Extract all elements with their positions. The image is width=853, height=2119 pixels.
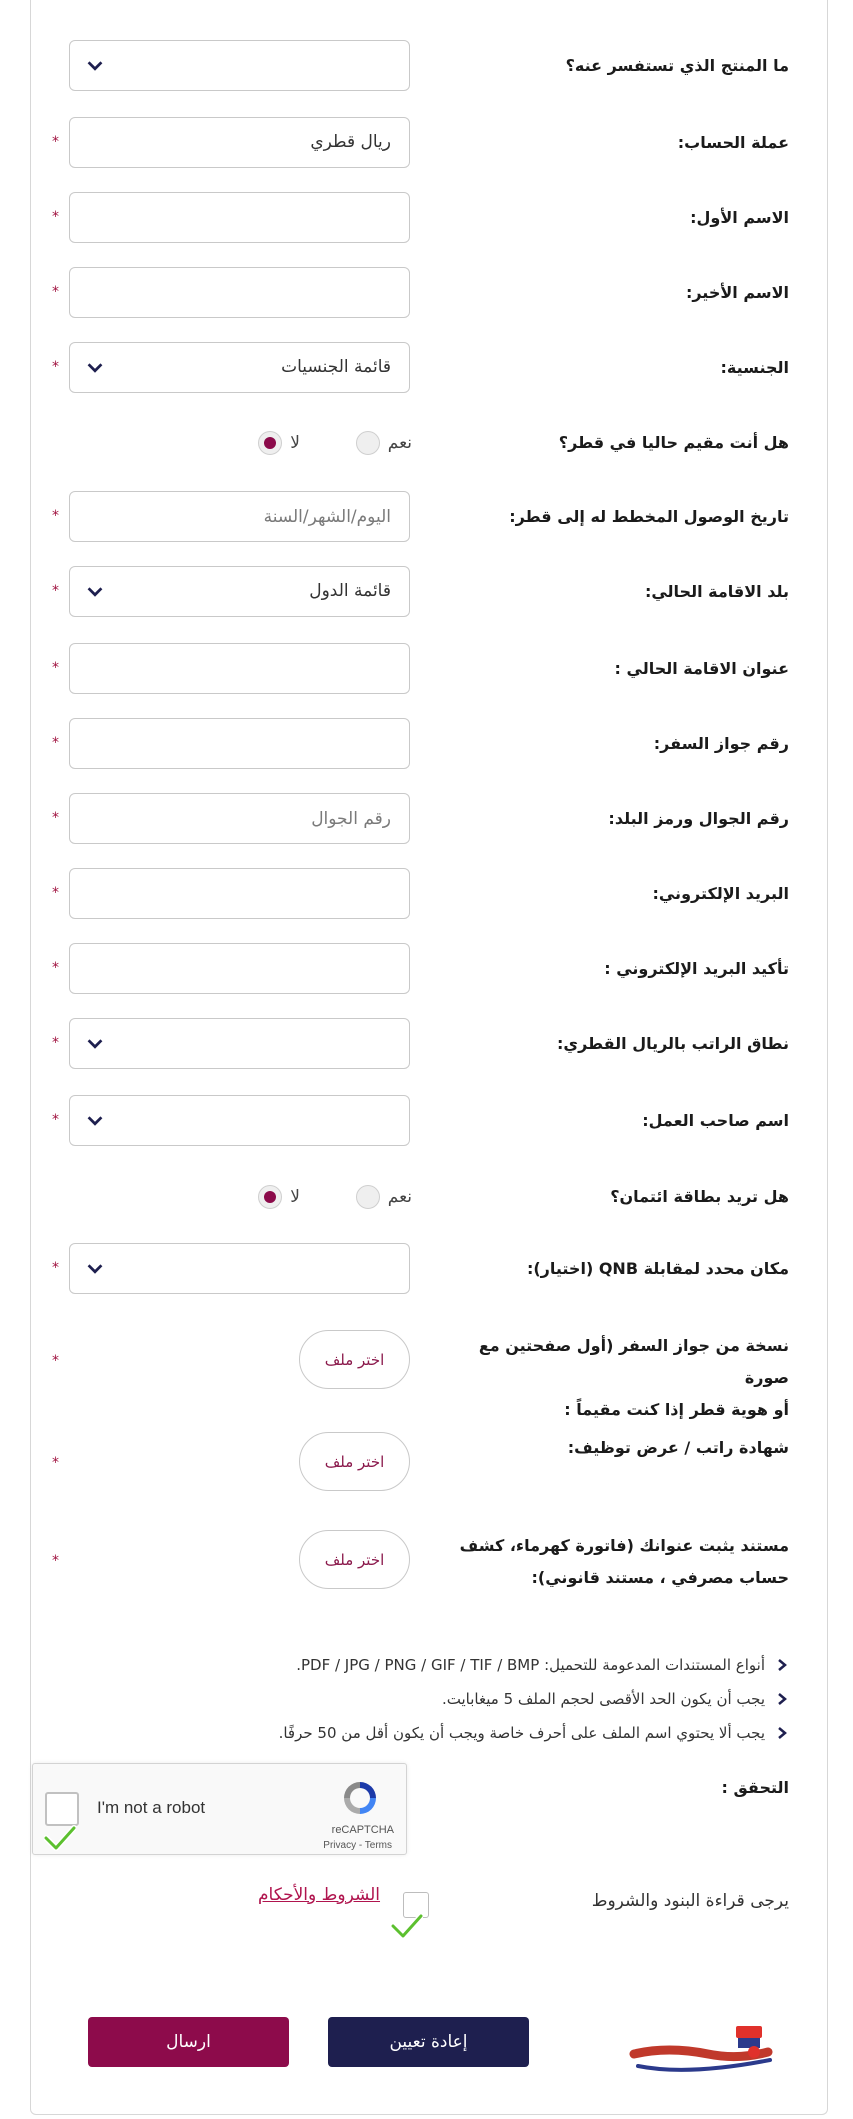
label-country: بلد الاقامة الحالي: [644,582,789,601]
salary-select[interactable] [69,1018,410,1069]
row-salary [0,1018,853,1070]
terms-label: يرجى قراءة البنود والشروط [591,1891,789,1911]
arrival-date-input[interactable] [69,491,410,542]
required-mark: * [52,1035,59,1051]
required-mark: * [52,885,59,901]
nationality-value: قائمة الجنسيات [281,357,391,377]
required-mark: * [52,810,59,826]
label-meeting-place: مكان محدد لمقابلة QNB (اختيار): [526,1259,789,1278]
resident-no-label: لا [290,433,300,453]
recaptcha-brand: reCAPTCHA [331,1824,394,1836]
required-mark: * [52,1553,59,1569]
label-first-name: الاسم الأول: [690,208,789,227]
choose-file-passport-button[interactable]: اختر ملف [299,1330,410,1389]
required-mark: * [52,134,59,150]
choose-file-address-button[interactable]: اختر ملف [299,1530,410,1589]
terms-link[interactable]: الشروط والأحكام [258,1885,381,1905]
label-salary: نطاق الراتب بالريال القطري: [557,1034,789,1053]
row-mobile [0,793,853,845]
chevron-right-icon [775,1726,789,1740]
resident-yes-label: نعم [387,433,412,453]
recaptcha-links[interactable]: Privacy - Terms [323,1840,392,1851]
credit-card-radio-group [232,1181,412,1213]
label-resident: هل أنت مقيم حاليا في قطر؟ [558,433,789,452]
credit-card-no-radio[interactable] [258,1185,300,1209]
required-mark: * [52,284,59,300]
required-mark: * [52,209,59,225]
row-product [0,40,853,92]
note-text: يجب أن يكون الحد الأقصى لحجم الملف 5 ميغابايت. [442,1690,765,1708]
row-nationality [0,342,853,394]
label-line-1: مستند يثبت عنوانك (فاتورة كهرماء، كشف [459,1536,789,1555]
label-address: عنوان الاقامة الحالي : [614,659,789,678]
country-value: قائمة الدول [309,581,391,601]
first-name-input[interactable] [69,192,410,243]
resident-no-radio[interactable] [258,431,300,455]
required-mark: * [52,508,59,524]
nationality-select[interactable] [69,342,410,393]
radio-dot [356,431,380,455]
chevron-down-icon [84,55,106,77]
label-verification: التحقق : [721,1778,789,1797]
recaptcha-widget [32,1763,407,1855]
product-select[interactable] [69,40,410,91]
row-currency [0,117,853,169]
label-upload-salary: شهادة راتب / عرض توظيف: [567,1438,789,1457]
label-currency: عملة الحساب: [677,133,789,152]
row-upload-address [0,1530,853,1594]
upload-notes [189,1648,789,1750]
resident-yes-radio[interactable] [356,431,412,455]
chevron-down-icon [84,581,106,603]
recaptcha-logo-icon [340,1778,380,1818]
label-mobile: رقم الجوال ورمز البلد: [608,809,789,828]
label-email: البريد الإلكتروني: [652,884,789,903]
required-mark: * [52,1353,59,1369]
row-passport [0,718,853,770]
required-mark: * [52,960,59,976]
credit-card-yes-radio[interactable] [356,1185,412,1209]
reset-button[interactable]: إعادة تعيين [328,2017,529,2067]
note-item [189,1682,789,1716]
chevron-down-icon [84,1258,106,1280]
credit-card-no-label: لا [290,1187,300,1207]
row-address [0,643,853,695]
radio-dot [356,1185,380,1209]
required-mark: * [52,735,59,751]
radio-dot-selected [258,431,282,455]
label-employer: اسم صاحب العمل: [642,1111,789,1130]
row-arrival-date [0,491,853,543]
label-passport: رقم جواز السفر: [653,734,789,753]
employer-select[interactable] [69,1095,410,1146]
email-confirm-input[interactable] [69,943,410,994]
currency-field[interactable] [69,117,410,168]
chevron-down-icon [84,1110,106,1132]
credit-card-yes-label: نعم [387,1187,412,1207]
chevron-down-icon [84,357,106,379]
chevron-right-icon [775,1692,789,1706]
label-nationality: الجنسية: [720,358,789,377]
row-meeting-place [0,1243,853,1295]
row-email [0,868,853,920]
choose-file-salary-button[interactable]: اختر ملف [299,1432,410,1491]
radio-dot-selected [258,1185,282,1209]
required-mark: * [52,1455,59,1471]
label-upload-address [449,1530,789,1594]
meeting-place-select[interactable] [69,1243,410,1294]
note-item [189,1648,789,1682]
required-mark: * [52,1260,59,1276]
submit-button[interactable]: ارسال [88,2017,289,2067]
row-upload-passport [0,1330,853,1419]
label-arrival-date: تاريخ الوصول المخطط له إلى قطر: [509,507,789,526]
label-last-name: الاسم الأخير: [685,283,789,302]
label-line-1: نسخة من جواز السفر (أول صفحتين مع صورة [478,1336,789,1387]
required-mark: * [52,1112,59,1128]
resident-radio-group [232,427,412,459]
note-item [189,1716,789,1750]
check-icon [391,1912,423,1940]
country-select[interactable] [69,566,410,617]
recaptcha-label: I'm not a robot [97,1798,206,1817]
label-email-confirm: تأكيد البريد الإلكتروني : [604,959,789,978]
row-resident [0,427,853,459]
row-country [0,566,853,618]
mobile-input[interactable] [69,793,410,844]
required-mark: * [52,583,59,599]
note-text: أنواع المستندات المدعومة للتحميل: PDF / JPG / PNG / GIF / TIF / BMP. [296,1656,765,1674]
passport-input[interactable] [69,718,410,769]
required-mark: * [52,660,59,676]
label-credit-card: هل تريد بطاقة ائتمان؟ [610,1187,789,1206]
note-text: يجب ألا يحتوي اسم الملف على أحرف خاصة ويجب أن يكون أقل من 50 حرفًا. [278,1724,765,1742]
brand-logo-icon [628,2020,778,2080]
email-input[interactable] [69,868,410,919]
row-email-confirm [0,943,853,995]
label-product: ما المنتج الذي تستفسر عنه؟ [565,56,789,75]
row-last-name [0,267,853,319]
row-credit-card [0,1181,853,1213]
recaptcha-checkbox[interactable] [45,1792,79,1826]
required-mark: * [52,359,59,375]
address-input[interactable] [69,643,410,694]
chevron-down-icon [84,1033,106,1055]
chevron-right-icon [775,1658,789,1672]
row-upload-salary [0,1432,853,1492]
last-name-input[interactable] [69,267,410,318]
label-upload-passport [449,1330,789,1426]
row-employer [0,1095,853,1147]
row-first-name [0,192,853,244]
label-line-2: أو هوية قطر إذا كنت مقيماً : [564,1400,789,1419]
check-icon [44,1824,76,1852]
label-line-2: حساب مصرفي ، مستند قانوني): [531,1568,789,1587]
currency-value: ريال قطري [310,132,391,152]
